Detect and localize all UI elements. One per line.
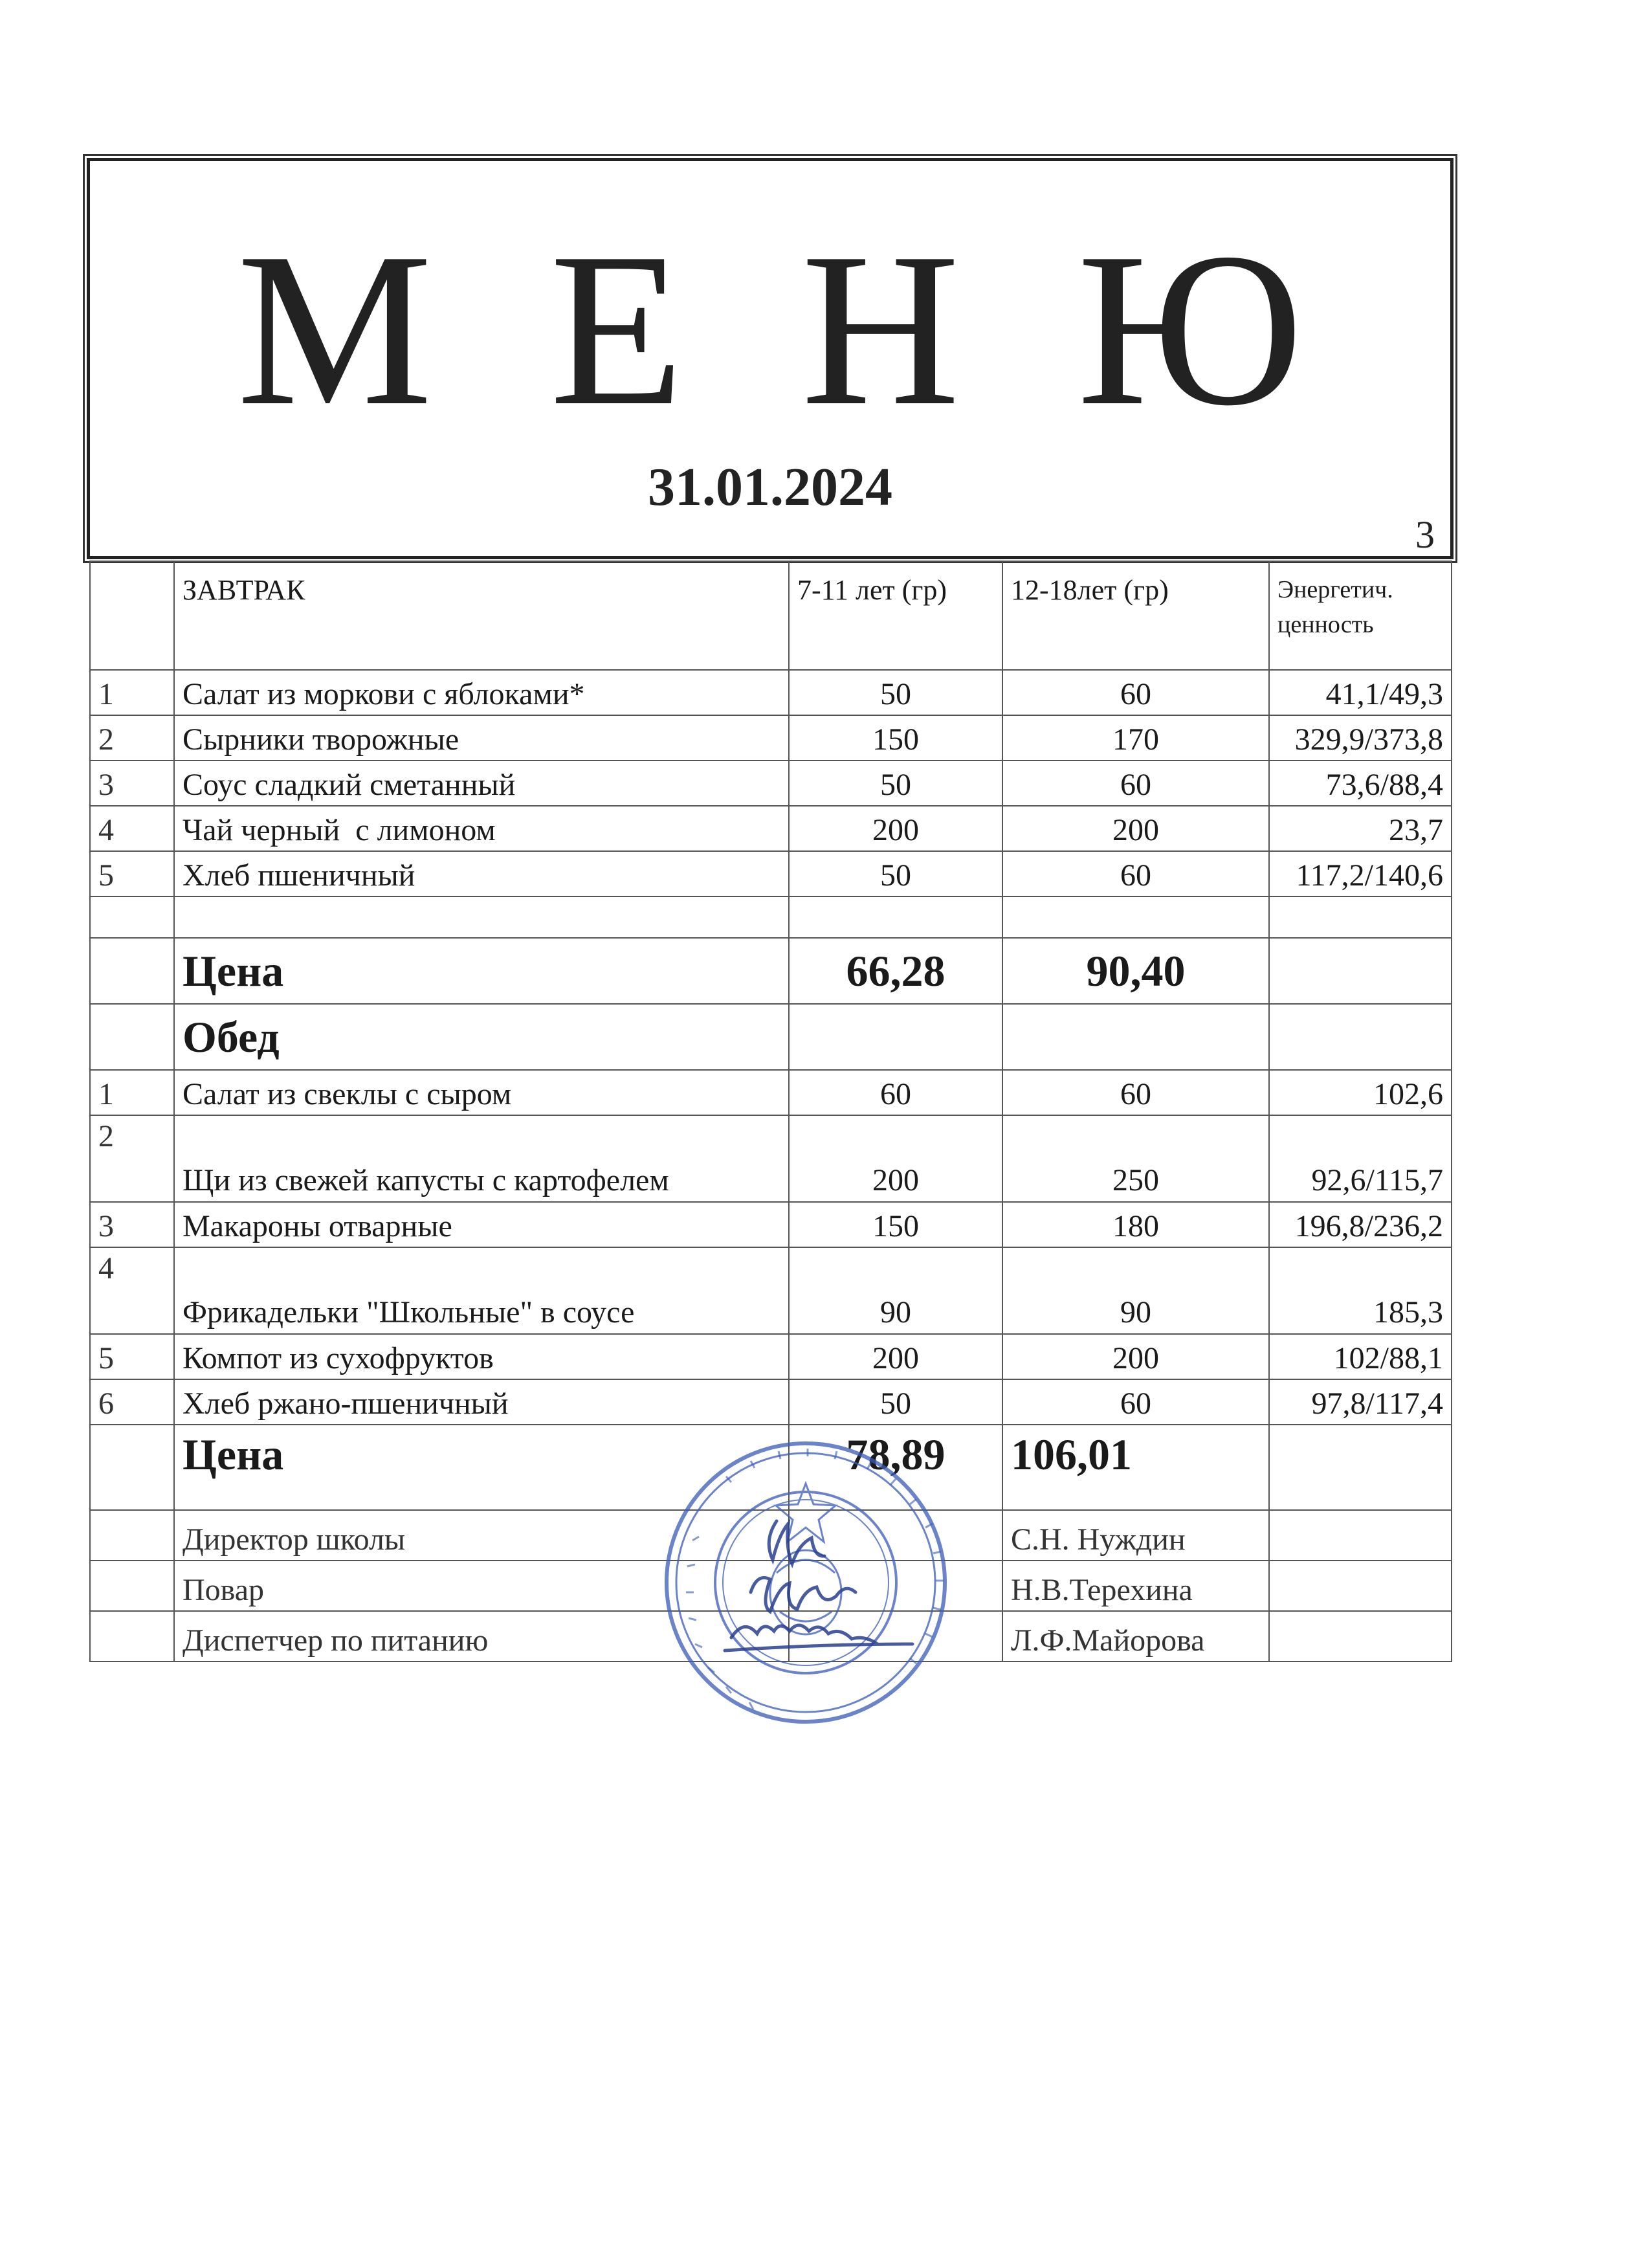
signature-role: Директор школы [174, 1510, 789, 1561]
portion-12-18: 60 [1002, 1379, 1269, 1425]
dish-name: Салат из моркови с яблоками* [174, 670, 789, 715]
dish-name: Хлеб ржано-пшеничный [174, 1379, 789, 1425]
header-age-7-11: 7-11 лет (гр) [789, 561, 1002, 670]
title-letter: Н [801, 207, 960, 451]
portion-7-11: 50 [789, 761, 1002, 806]
signature-role: Повар [174, 1561, 789, 1611]
table-row [90, 851, 1452, 896]
table-row [90, 761, 1452, 806]
dish-name: Компот из сухофруктов [174, 1334, 789, 1379]
energy-value: 102,6 [1269, 1070, 1452, 1115]
dish-name: Макароны отварные [174, 1202, 789, 1247]
dish-name: Салат из свеклы с сыром [174, 1070, 789, 1115]
energy-value: 23,7 [1269, 806, 1452, 851]
price-7-11: 66,28 [789, 938, 1002, 1004]
energy-value: 73,6/88,4 [1269, 761, 1452, 806]
portion-7-11: 150 [789, 1202, 1002, 1247]
price-7-11: 78,89 [789, 1425, 1002, 1510]
energy-value: 92,6/115,7 [1269, 1115, 1452, 1202]
header-num-cell [90, 561, 174, 670]
row-number: 2 [90, 715, 174, 761]
dish-name: Соус сладкий сметанный [174, 761, 789, 806]
energy-value: 329,9/373,8 [1269, 715, 1452, 761]
portion-12-18: 200 [1002, 1334, 1269, 1379]
menu-date: 31.01.2024 [648, 457, 892, 517]
energy-value: 41,1/49,3 [1269, 670, 1452, 715]
menu-title [90, 207, 1450, 451]
portion-7-11: 200 [789, 1334, 1002, 1379]
dish-name: Хлеб пшеничный [174, 851, 789, 896]
portion-7-11: 200 [789, 806, 1002, 851]
row-number: 4 [90, 806, 174, 851]
table-row [90, 1334, 1452, 1379]
portion-12-18: 200 [1002, 806, 1269, 851]
energy-value: 102/88,1 [1269, 1334, 1452, 1379]
header-energy: Энергетич. ценность [1269, 561, 1452, 670]
portion-12-18: 170 [1002, 715, 1269, 761]
table-row [90, 1247, 1452, 1334]
table-row [90, 670, 1452, 715]
energy-value: 97,8/117,4 [1269, 1379, 1452, 1425]
table-row [90, 1115, 1452, 1202]
row-number: 5 [90, 851, 174, 896]
signature-name: С.Н. Нуждин [1002, 1510, 1269, 1561]
header-meal: ЗАВТРАК [174, 561, 789, 670]
portion-12-18: 60 [1002, 670, 1269, 715]
menu-title-box [87, 158, 1454, 559]
dish-name: Щи из свежей капусты с картофелем [174, 1115, 789, 1202]
portion-12-18: 180 [1002, 1202, 1269, 1247]
empty-row [90, 896, 1452, 938]
header-age-12-18: 12-18лет (гр) [1002, 561, 1269, 670]
table-row [90, 1070, 1452, 1115]
table-row [90, 1379, 1452, 1425]
page-number: 3 [1415, 513, 1435, 556]
dish-name: Сырники творожные [174, 715, 789, 761]
row-number: 3 [90, 1202, 174, 1247]
title-letter: Е [549, 207, 684, 451]
price-label: Цена [174, 1425, 789, 1510]
title-letter: М [236, 207, 433, 451]
portion-12-18: 60 [1002, 1070, 1269, 1115]
school-stamp-icon [654, 1430, 958, 1735]
table-row [90, 806, 1452, 851]
breakfast-price-row [90, 938, 1452, 1004]
row-number: 1 [90, 1070, 174, 1115]
price-12-18: 106,01 [1002, 1425, 1269, 1510]
portion-7-11: 50 [789, 670, 1002, 715]
title-letter: Ю [1077, 207, 1304, 451]
table-header-row [90, 561, 1452, 670]
portion-7-11: 50 [789, 1379, 1002, 1425]
portion-12-18: 60 [1002, 851, 1269, 896]
table-row [90, 1202, 1452, 1247]
energy-value: 117,2/140,6 [1269, 851, 1452, 896]
price-label: Цена [174, 938, 789, 1004]
row-number: 4 [90, 1247, 174, 1334]
portion-7-11: 50 [789, 851, 1002, 896]
portion-7-11: 150 [789, 715, 1002, 761]
portion-12-18: 60 [1002, 761, 1269, 806]
dish-name: Чай черный с лимоном [174, 806, 789, 851]
energy-value: 196,8/236,2 [1269, 1202, 1452, 1247]
portion-7-11: 200 [789, 1115, 1002, 1202]
portion-12-18: 250 [1002, 1115, 1269, 1202]
row-number: 2 [90, 1115, 174, 1202]
lunch-section-row [90, 1004, 1452, 1070]
signature-name: Н.В.Терехина [1002, 1561, 1269, 1611]
dish-name: Фрикадельки "Школьные" в соусе [174, 1247, 789, 1334]
row-number: 5 [90, 1334, 174, 1379]
table-row [90, 715, 1452, 761]
price-12-18: 90,40 [1002, 938, 1269, 1004]
portion-7-11: 60 [789, 1070, 1002, 1115]
row-number: 3 [90, 761, 174, 806]
portion-12-18: 90 [1002, 1247, 1269, 1334]
lunch-title: Обед [174, 1004, 789, 1070]
signature-role: Диспетчер по питанию [174, 1611, 789, 1662]
row-number: 6 [90, 1379, 174, 1425]
signature-name: Л.Ф.Майорова [1002, 1611, 1269, 1662]
row-number: 1 [90, 670, 174, 715]
portion-7-11: 90 [789, 1247, 1002, 1334]
energy-value: 185,3 [1269, 1247, 1452, 1334]
